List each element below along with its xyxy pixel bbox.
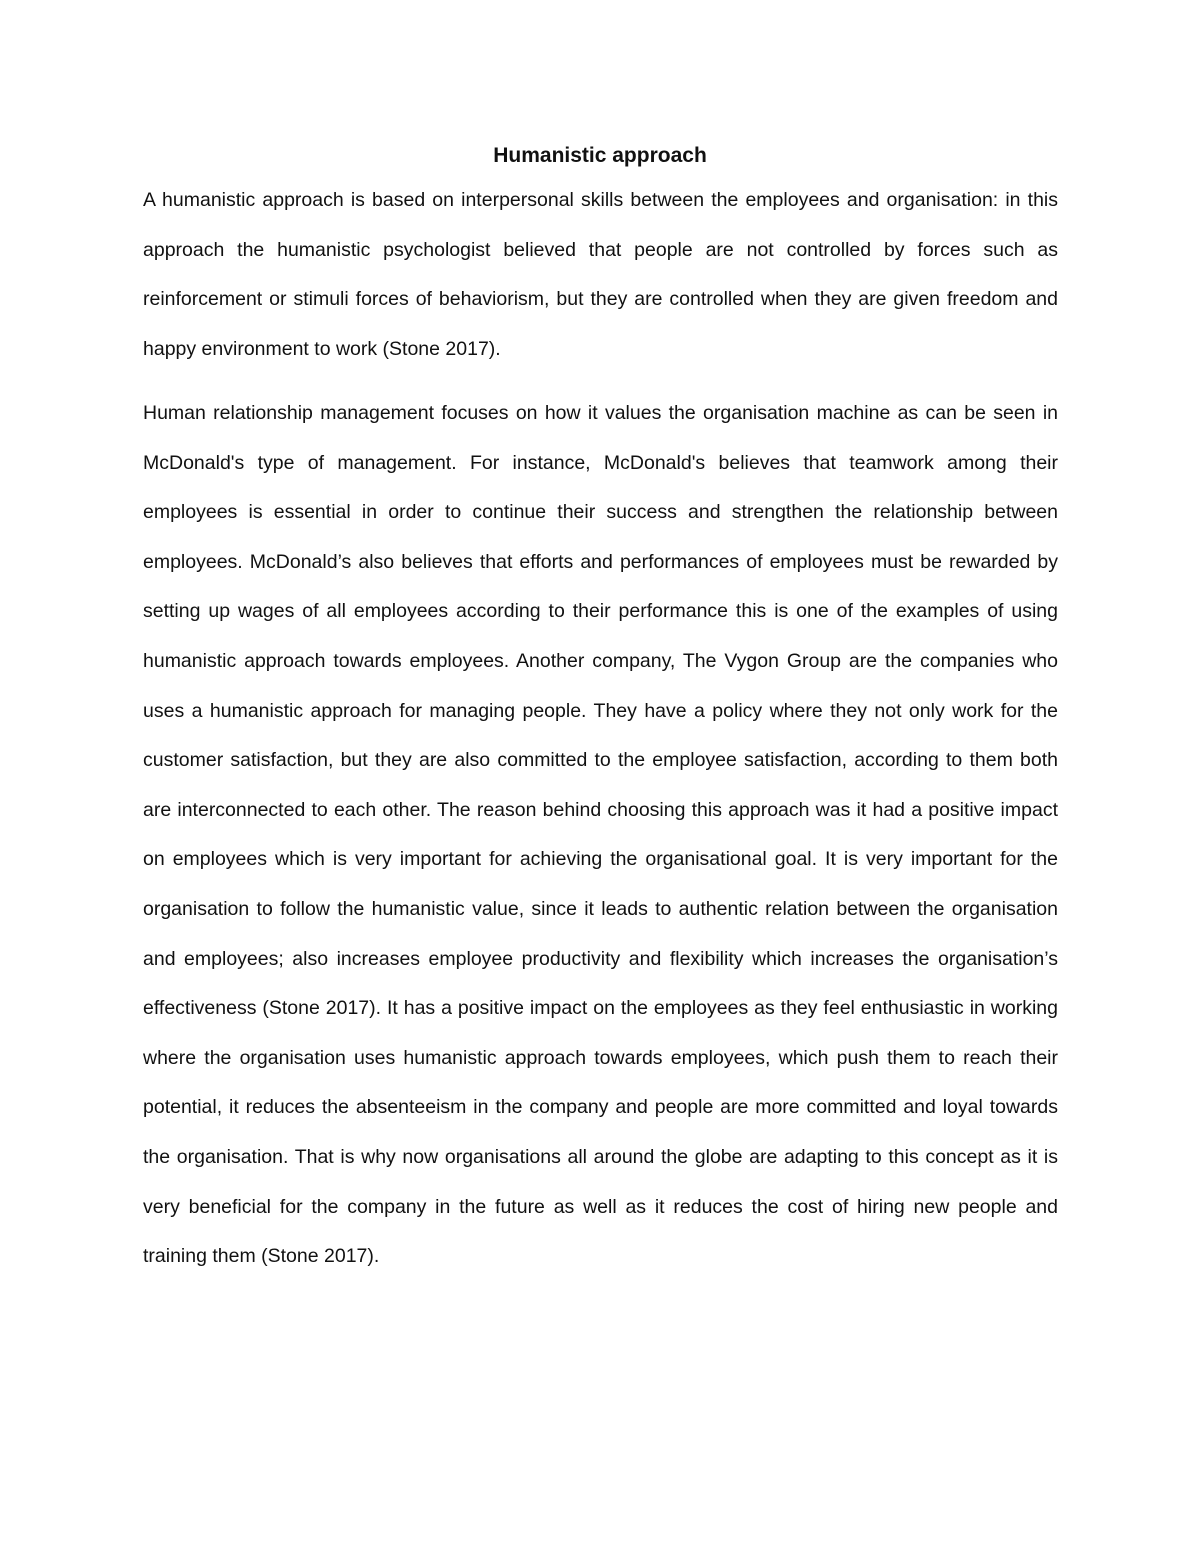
paragraph-intro: A humanistic approach is based on interpersonal skills between the employees and organisation: in this approach the humanistic psychologist believed that people are not controlled by forces such as reinforcement or stimuli forces of behaviorism, but they are controlled when they are given freedom and happy environment to work (Stone 2017). bbox=[143, 189, 1058, 360]
document-title: Humanistic approach bbox=[493, 144, 707, 167]
paragraph-human-relationship-management: Human relationship management focuses on how it values the organisation machine as can be seen in McDonald's type of management. For instance, McDonald's believes that teamwork among their employees is essential in order to continue their success and strengthen the relationship between employees. McDonald’s also believes that efforts and performances of employees must be rewarded by setting up wages of all employees according to their performance this is one of the examples of using humanistic approach towards employees. Another company, The Vygon Group are the companies who uses a humanistic approach for managing people. They have a policy where they not only work for the customer satisfaction, but they are also committed to the employee satisfaction, according to them both are interconnected to each other. The reason behind choosing this approach was it had a positive impact on employees which is very important for achieving the organisational goal. It is very important for the organisation to follow the humanistic value, since it leads to authentic relation between the organisation and employees; also increases employee productivity and flexibility which increases the organisation’s effectiveness (Stone 2017). It has a positive impact on the employees as they feel enthusiastic in working where the organisation uses humanistic approach towards employees, which push them to reach their potential, it reduces the absenteeism in the company and people are more committed and loyal towards the organisation. That is why now organisations all around the globe are adapting to this concept as it is very beneficial for the company in the future as well as it reduces the cost of hiring new people and training them (Stone 2017). bbox=[143, 402, 1058, 1268]
